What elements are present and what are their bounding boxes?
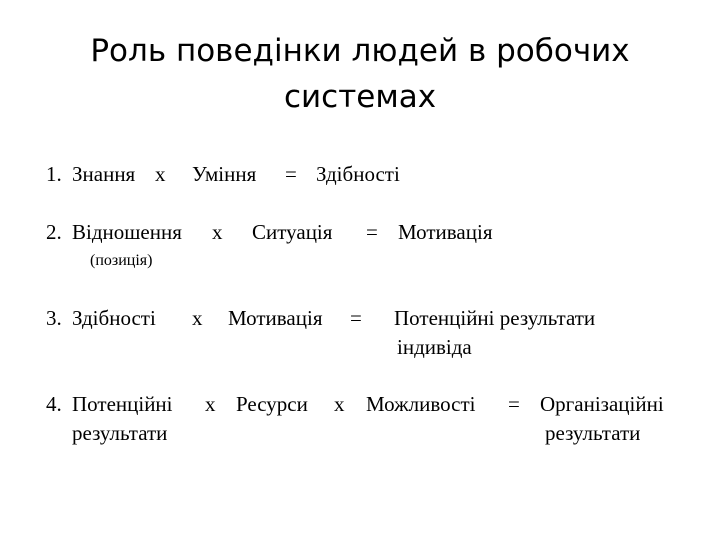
formula-4-term-c: Можливості <box>366 392 476 416</box>
formula-4-result-line-1: Організаційні <box>540 392 664 416</box>
formula-1-term-a: Знання <box>72 162 136 186</box>
formula-4-equals: = <box>508 392 520 416</box>
formula-3-multiply: х <box>192 306 203 330</box>
formula-4-multiply-1: х <box>205 392 216 416</box>
formula-2-result: Мотивація <box>398 220 493 244</box>
formula-3-result-line-1: Потенційні результати <box>394 306 596 330</box>
formula-1-number: 1. <box>46 162 62 186</box>
formula-2-number: 2. <box>46 220 62 244</box>
formula-4-term-a-line-1: Потенційні <box>72 392 173 416</box>
formula-3-term-b: Мотивація <box>228 306 323 330</box>
title-line-2: системах <box>283 79 437 115</box>
formula-2-term-a: Відношення <box>72 220 182 244</box>
formula-4-term-a-line-2: результати <box>72 421 168 445</box>
formula-4-multiply-2: х <box>334 392 345 416</box>
formula-2-equals: = <box>366 220 378 244</box>
formula-2-term-a-note: (позиція) <box>90 252 153 269</box>
formula-4-result-line-2: результати <box>545 421 641 445</box>
formula-1-term-b: Уміння <box>192 162 257 186</box>
title-line-1: Роль поведінки людей в робочих <box>90 33 630 69</box>
formula-1-multiply: х <box>155 162 166 186</box>
formula-3-equals: = <box>350 306 362 330</box>
formula-3-term-a: Здібності <box>72 306 156 330</box>
formula-3-number: 3. <box>46 306 62 330</box>
formula-2-term-b: Ситуація <box>252 220 333 244</box>
formula-2-multiply: х <box>212 220 223 244</box>
formula-1-result: Здібності <box>316 162 400 186</box>
formula-4-number: 4. <box>46 392 62 416</box>
slide-title <box>0 28 720 120</box>
formula-4-term-b: Ресурси <box>236 392 308 416</box>
formula-3-result-line-2: індивіда <box>397 335 472 359</box>
formula-1-equals: = <box>285 162 297 186</box>
